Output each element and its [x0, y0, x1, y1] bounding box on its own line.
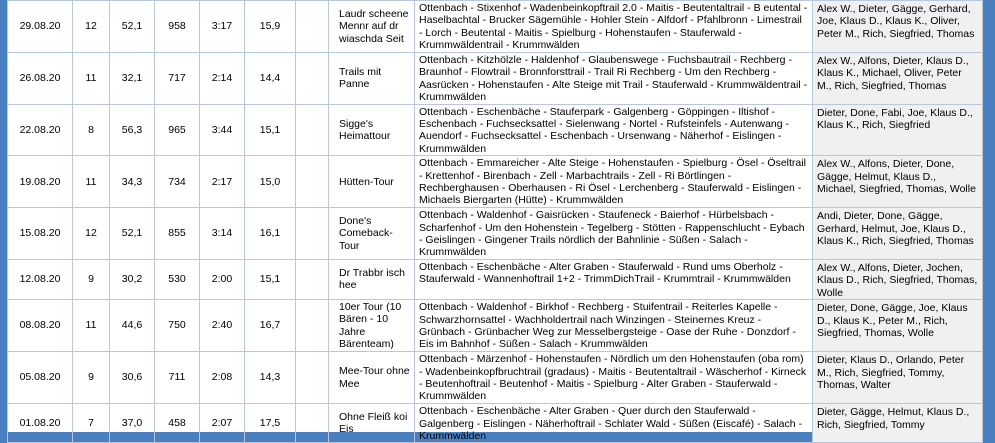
speed-cell: 16,7 [245, 300, 296, 352]
tour-title-cell: Sigge's Heimattour [329, 104, 415, 156]
riders-count-cell: 7 [73, 404, 110, 443]
table-row [8, 300, 983, 352]
spacer-cell [296, 404, 329, 443]
distance-cell: 56,3 [110, 104, 155, 156]
participants-cell: Alex W., Alfons, Dieter, Klaus D., Klaus K., Michael, Oliver, Peter M., Rich, Siegfried, Thomas [813, 53, 983, 105]
tour-title-cell: 10er Tour (10 Bären - 10 Jahre Bärenteam) [329, 300, 415, 352]
date-cell: 01.08.20 [8, 404, 73, 443]
route-cell: Ottenbach - Eschenbäche - Alter Graben - Quer durch den Stauferwald - Galgenberg - Eislingen - Näherhoftrail - Schlater Wald - Süßen (Eiscafé) - Salach - Krummwälden [415, 404, 813, 443]
riders-count-cell: 11 [73, 156, 110, 208]
route-cell: Ottenbach - Stixenhof - Wadenbeinkopftrail 2.0 - Maitis - Beutentaltrail - B eutental - Haselbachtal - Brucker Sägemühle - Hohler Stein - Alfdorf - Pfahlbronn - Limestrail - Lorch - Beutental - Maitis - Spielburg - Hohenstaufen - Stauferwald - Krummwäldentrail - Krummwälden [415, 1, 813, 53]
duration-cell: 2:14 [200, 53, 245, 105]
date-cell: 05.08.20 [8, 352, 73, 404]
duration-cell: 2:40 [200, 300, 245, 352]
tour-log-sheet [7, 0, 982, 442]
date-cell: 12.08.20 [8, 259, 73, 299]
duration-cell: 2:00 [200, 259, 245, 299]
participants-cell: Alex W., Dieter, Gägge, Gerhard, Joe, Klaus D., Klaus K., Oliver, Peter M., Rich, Siegfried, Thomas [813, 1, 983, 53]
riders-count-cell: 9 [73, 259, 110, 299]
elevation-cell: 717 [155, 53, 200, 105]
speed-cell: 15,9 [245, 1, 296, 53]
spacer-cell [296, 208, 329, 260]
route-cell: Ottenbach - Waldenhof - Gaisrücken - Staufeneck - Baierhof - Hürbelsbach - Scharfenhof - Um den Hohenstein - Tegelberg - Stötten - Rappenschlucht - Eybach - Geislingen - Gingener Trails nördlich der Bahnlinie - Süßen - Salach - Krummwälden [415, 208, 813, 260]
table-row [8, 156, 983, 208]
date-cell: 08.08.20 [8, 300, 73, 352]
riders-count-cell: 11 [73, 53, 110, 105]
participants-cell: Dieter, Done, Gägge, Joe, Klaus D., Klaus K., Peter M., Rich, Siegfried, Thomas, Wolle [813, 300, 983, 352]
distance-cell: 32,1 [110, 53, 155, 105]
riders-count-cell: 12 [73, 1, 110, 53]
spacer-cell [296, 259, 329, 299]
participants-cell: Dieter, Done, Fabi, Joe, Klaus D., Klaus K., Rich, Siegfried [813, 104, 983, 156]
duration-cell: 2:08 [200, 352, 245, 404]
spacer-cell [296, 156, 329, 208]
tour-title-cell: Dr Trabbr isch hee [329, 259, 415, 299]
distance-cell: 37,0 [110, 404, 155, 443]
participants-cell: Alex W., Alfons, Dieter, Jochen, Klaus D., Rich, Siegfried, Thomas, Wolle [813, 259, 983, 299]
spacer-cell [296, 104, 329, 156]
tour-title-cell: Laudr scheene Mennr auf dr wiaschda Seit [329, 1, 415, 53]
speed-cell: 15,1 [245, 259, 296, 299]
tour-title-cell: Trails mit Panne [329, 53, 415, 105]
speed-cell: 15,1 [245, 104, 296, 156]
elevation-cell: 750 [155, 300, 200, 352]
speed-cell: 16,1 [245, 208, 296, 260]
route-cell: Ottenbach - Eschenbäche - Alter Graben - Stauferwald - Rund ums Oberholz - Stauferwald - Wannenhoftrail 1+2 - TrimmDichTrail - Krummtrail - Krummwälden [415, 259, 813, 299]
duration-cell: 2:07 [200, 404, 245, 443]
tour-title-cell: Mee-Tour ohne Mee [329, 352, 415, 404]
table-row [8, 53, 983, 105]
elevation-cell: 958 [155, 1, 200, 53]
spacer-cell [296, 300, 329, 352]
speed-cell: 14,3 [245, 352, 296, 404]
elevation-cell: 965 [155, 104, 200, 156]
date-cell: 29.08.20 [8, 1, 73, 53]
duration-cell: 2:17 [200, 156, 245, 208]
elevation-cell: 711 [155, 352, 200, 404]
distance-cell: 30,2 [110, 259, 155, 299]
speed-cell: 17,5 [245, 404, 296, 443]
route-cell: Ottenbach - Eschenbäche - Stauferpark - Galgenberg - Göppingen - Iltishof - Eschenbach - Fuchsecksattel - Sielenwang - Nortel - Rufsteinfels - Autenwang - Auendorf - Fuchsecksattel - Eschenbach - Ursenwang - Näherhof - Eislingen - Krummwälden [415, 104, 813, 156]
route-cell: Ottenbach - Emmareicher - Alte Steige - Hohenstaufen - Spielburg - Ösel - Öseltrail - Krettenhof - Birenbach - Zell - Marbachtrails - Zell - Ri Börtlingen - Rechberghausen - Oberhausen - Ri Ösel - Lerchenberg - Stauferwald - Eislingen - Michaels Biergarten (Hütte) - Krummwälden [415, 156, 813, 208]
table-row [8, 404, 983, 443]
route-cell: Ottenbach - Märzenhof - Hohenstaufen - Nördlich um den Hohenstaufen (oba rom) - Wadenbeinkopfbruchtrail (gradaus) - Maitis - Beutentaltrail - Wäscherhof - Kirneck - Beutenhoftrail - Beutenhof - Maitis - Spielburg - Alter Graben - Stauferwald - Krummwälden [415, 352, 813, 404]
distance-cell: 52,1 [110, 1, 155, 53]
spacer-cell [296, 53, 329, 105]
date-cell: 19.08.20 [8, 156, 73, 208]
duration-cell: 3:44 [200, 104, 245, 156]
duration-cell: 3:14 [200, 208, 245, 260]
date-cell: 15.08.20 [8, 208, 73, 260]
speed-cell: 14,4 [245, 53, 296, 105]
tour-table [7, 0, 983, 443]
table-row [8, 208, 983, 260]
riders-count-cell: 8 [73, 104, 110, 156]
table-row [8, 104, 983, 156]
table-row [8, 1, 983, 53]
riders-count-cell: 12 [73, 208, 110, 260]
tour-title-cell: Ohne Fleiß koi Eis [329, 404, 415, 443]
distance-cell: 44,6 [110, 300, 155, 352]
riders-count-cell: 9 [73, 352, 110, 404]
elevation-cell: 530 [155, 259, 200, 299]
route-cell: Ottenbach - Kitzhölzle - Haldenhof - Glaubenswege - Fuchsbautrail - Rechberg - Braunhof - Flowtrail - Bronnforsttrail - Trail Ri Rechberg - Um den Rechberg - Aasrücken - Hohenstaufen - Alte Steige mit Trail - Stauferwald - Krummwäldentrail - Krummwälden [415, 53, 813, 105]
tour-title-cell: Hütten-Tour [329, 156, 415, 208]
participants-cell: Andi, Dieter, Done, Gägge, Gerhard, Helmut, Joe, Klaus D., Klaus K., Rich, Siegfried, Thomas [813, 208, 983, 260]
distance-cell: 30,6 [110, 352, 155, 404]
date-cell: 22.08.20 [8, 104, 73, 156]
tour-title-cell: Done's Comeback-Tour [329, 208, 415, 260]
participants-cell: Alex W., Alfons, Dieter, Done, Gägge, Helmut, Klaus D., Michael, Siegfried, Thomas, Wolle [813, 156, 983, 208]
riders-count-cell: 11 [73, 300, 110, 352]
date-cell: 26.08.20 [8, 53, 73, 105]
speed-cell: 15,0 [245, 156, 296, 208]
distance-cell: 34,3 [110, 156, 155, 208]
table-row [8, 352, 983, 404]
participants-cell: Dieter, Klaus D., Orlando, Peter M., Rich, Siegfried, Tommy, Thomas, Walter [813, 352, 983, 404]
participants-cell: Dieter, Gägge, Helmut, Klaus D., Rich, Siegfried, Tommy [813, 404, 983, 443]
elevation-cell: 734 [155, 156, 200, 208]
spacer-cell [296, 352, 329, 404]
elevation-cell: 855 [155, 208, 200, 260]
elevation-cell: 458 [155, 404, 200, 443]
duration-cell: 3:17 [200, 1, 245, 53]
spacer-cell [296, 1, 329, 53]
route-cell: Ottenbach - Waldenhof - Birkhof - Rechberg - Stuifentrail - Reiterles Kapelle - Schwarzhornsattel - Wachholdertrail nach Winzingen - Steinernes Kreuz - Grünbach - Grünbacher Weg zur Messelbergsteige - Oase der Ruhe - Donzdorf - Eis im Bahnhof - Süßen - Salach - Krummwälden [415, 300, 813, 352]
table-row [8, 259, 983, 299]
distance-cell: 52,1 [110, 208, 155, 260]
